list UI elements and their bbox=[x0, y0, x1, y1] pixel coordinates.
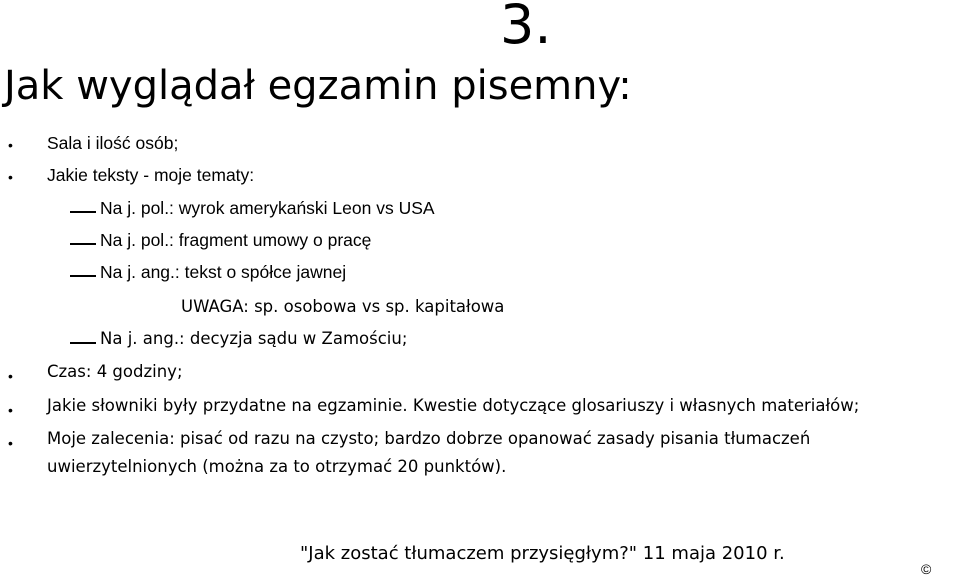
item-recommendations-continued: uwierzytelnionych (można za to otrzymać 20 punktów). bbox=[47, 457, 507, 476]
note-warning: UWAGA: sp. osobowa vs sp. kapitałowa bbox=[181, 297, 505, 316]
bullet-marker: • bbox=[8, 137, 13, 153]
bullet-marker: • bbox=[8, 402, 13, 418]
copyright-symbol: © bbox=[921, 561, 932, 577]
item-room-and-people: Sala i ilość osób; bbox=[47, 133, 179, 153]
subitem-polish-verdict: Na j. pol.: wyrok amerykański Leon vs USA bbox=[100, 198, 435, 218]
dash-marker bbox=[70, 243, 96, 245]
item-texts-topics: Jakie teksty - moje tematy: bbox=[47, 165, 255, 185]
subitem-polish-contract: Na j. pol.: fragment umowy o pracę bbox=[100, 230, 372, 250]
bullet-marker: • bbox=[8, 435, 13, 451]
dash-marker bbox=[70, 211, 96, 213]
slide-number: 3. bbox=[500, 0, 552, 56]
item-recommendations: Moje zalecenia: pisać od razu na czysto; bardzo dobrze opanować zasady pisania tłumaczeń bbox=[47, 429, 811, 448]
item-dictionaries: Jakie słowniki były przydatne na egzaminie. Kwestie dotyczące glosariuszy i własnych materiałów; bbox=[47, 396, 860, 415]
subitem-english-court-decision: Na j. ang.: decyzja sądu w Zamościu; bbox=[100, 329, 408, 348]
dash-marker bbox=[70, 275, 96, 277]
item-duration: Czas: 4 godziny; bbox=[47, 362, 183, 381]
subitem-english-partnership: Na j. ang.: tekst o spółce jawnej bbox=[100, 262, 347, 282]
slide-title: Jak wyglądał egzamin pisemny: bbox=[4, 63, 632, 109]
dash-marker bbox=[70, 342, 96, 344]
footer-caption: "Jak zostać tłumaczem przysięgłym?" 11 maja 2010 r. bbox=[300, 543, 785, 564]
bullet-marker: • bbox=[8, 169, 13, 185]
bullet-marker: • bbox=[8, 368, 13, 384]
